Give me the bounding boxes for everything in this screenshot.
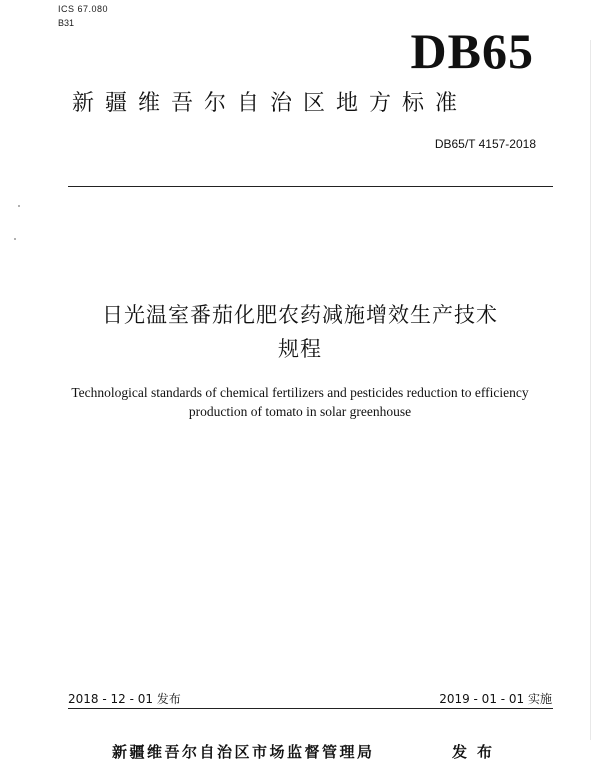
standard-type-heading: 新疆维吾尔自治区地方标准 [72,91,469,116]
ics-code: ICS 67.080 [58,4,109,14]
bottom-divider [68,708,553,709]
publish-label: 发布 [452,743,503,761]
issue-date: 2018 - 12 - 01 发布 [68,692,181,706]
publisher-name: 新疆维吾尔自治区市场监督管理局 [112,743,375,761]
ccs-code: B31 [58,18,75,28]
chinese-title-line-1: 日光温室番茄化肥农药减施增效生产技术 [102,303,498,327]
scan-speck [18,205,20,207]
english-title-line-2: production of tomato in solar greenhouse [188,404,412,419]
standard-number: DB65/T 4157-2018 [434,137,536,151]
scan-edge [590,40,591,740]
chinese-title-line-2: 规程 [278,337,322,361]
top-divider [68,186,553,187]
standard-mark: DB65 [410,23,534,79]
implementation-date: 2019 - 01 - 01 实施 [439,692,552,706]
scan-speck [14,238,16,240]
english-title-line-1: Technological standards of chemical fertilizers and pesticides reduction to efficiency [71,385,529,400]
